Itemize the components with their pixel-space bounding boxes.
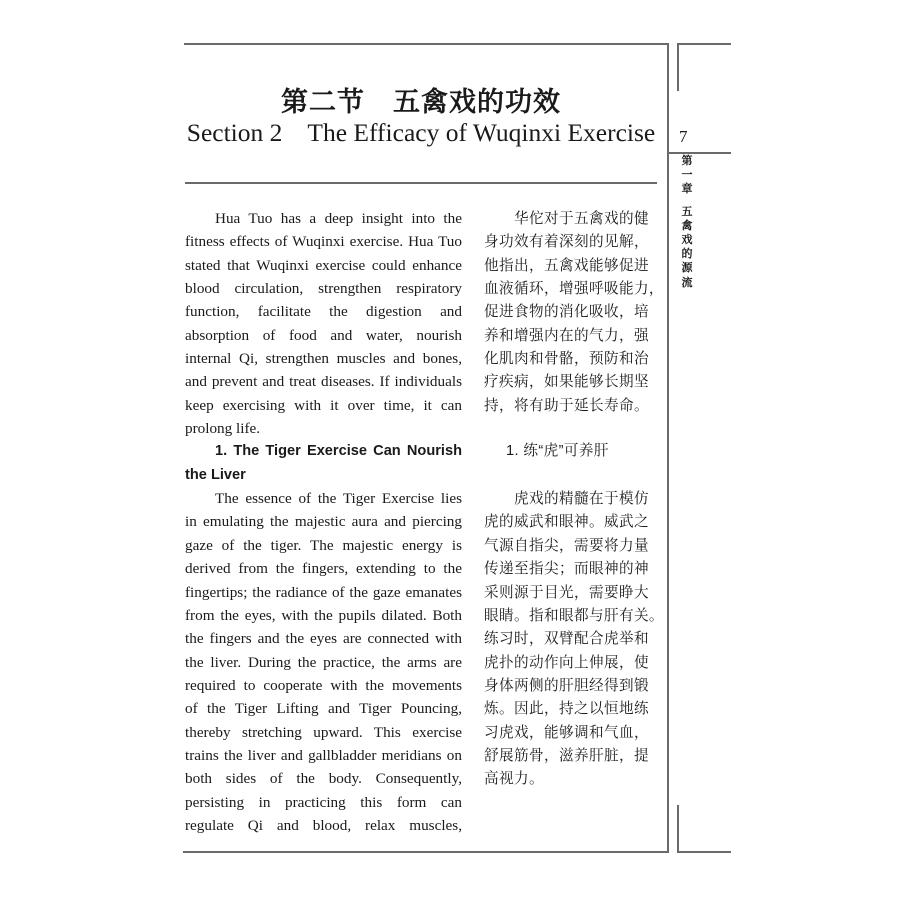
english-intro-line: absorption of food and water, nourish — [185, 326, 462, 344]
english-column — [185, 207, 462, 837]
chinese-subheading: 1. 练“虎”可养肝 — [506, 443, 609, 460]
english-body-line: both sides of the body. Consequently, — [185, 770, 462, 788]
chinese-intro-line: 化肌肉和骨骼，预防和治 — [484, 350, 649, 368]
margin-top-rule — [677, 43, 731, 45]
english-body-line: thereby stretching upward. This exercise — [185, 723, 462, 741]
english-intro-line: function, facilitate the digestion and — [185, 303, 462, 321]
chinese-body-line: 采则源于目光，需要睁大 — [484, 583, 649, 601]
chapter-title-char: 禽 — [681, 218, 693, 232]
english-body-line: gaze of the tiger. The majestic energy is — [185, 536, 462, 554]
chinese-intro-line: 疗疾病，如果能够长期坚 — [484, 373, 649, 391]
chinese-intro-line: 他指出，五禽戏能够促进 — [484, 256, 649, 274]
chapter-title-char: 的 — [681, 247, 693, 261]
chinese-intro-line: 身功效有着深刻的见解， — [484, 233, 649, 251]
chinese-body-line: 虎戏的精髓在于模仿 — [514, 490, 649, 508]
chinese-body-line: 传递至指尖；而眼神的神 — [484, 560, 649, 578]
english-body-line: the liver. During the practice, the arms are — [185, 653, 462, 671]
chapter-title-char: 五 — [681, 204, 693, 218]
english-body-line: persisting in practicing this form can — [185, 793, 462, 811]
english-body-line: the fingers and the eyes are connected with — [185, 630, 462, 648]
english-body-line: trains the liver and gallbladder meridians on — [185, 746, 462, 764]
english-body-line: of the Tiger Lifting and Tiger Pouncing, — [185, 700, 462, 718]
english-subheading: the Liver — [185, 466, 246, 483]
chinese-body-line: 气源自指尖，需要将力量 — [484, 536, 649, 554]
english-body-line: fingertips; the radiance of the gaze emanates — [185, 583, 462, 601]
english-intro-line: prolong life. — [185, 420, 261, 438]
english-intro-line: internal Qi, strengthen muscles and bones, — [185, 350, 462, 368]
chinese-body-line: 舒展筋骨，滋养肝脏，提 — [484, 746, 649, 764]
top-rule — [184, 43, 669, 45]
chinese-body-line: 炼。因此，持之以恒地练 — [484, 700, 649, 718]
chapter-side-label — [680, 154, 694, 290]
english-intro-line: stated that Wuqinxi exercise could enhance — [185, 256, 462, 274]
chapter-label-char: 第 — [681, 154, 693, 167]
chinese-body-line: 习虎戏，能够调和气血， — [484, 723, 649, 741]
section-title-chinese: 第二节 五禽戏的功效 — [281, 87, 561, 118]
chinese-intro-line: 促进食物的消化吸收，培 — [484, 303, 649, 321]
chapter-label-char: 章 — [681, 182, 693, 196]
chapter-title-char: 源 — [681, 261, 693, 275]
bottom-rule — [183, 851, 669, 853]
english-intro-line: fitness effects of Wuqinxi exercise. Hua Tuo — [185, 233, 462, 251]
margin-bottom-rule — [677, 851, 731, 853]
english-body-line: regulate Qi and blood, relax muscles, — [185, 816, 462, 834]
english-intro-line: Hua Tuo has a deep insight into the — [215, 210, 462, 227]
margin-top-tick — [677, 43, 679, 91]
english-body-line: derived from the fingers, extending to the — [185, 560, 462, 578]
margin-bottom-tick — [677, 805, 679, 853]
english-subheading: 1. The Tiger Exercise Can Nourish — [215, 443, 462, 460]
chapter-title-char: 戏 — [681, 233, 693, 247]
english-body-line: required to cooperate with the movements — [185, 676, 462, 694]
header-separator — [185, 182, 657, 184]
chinese-intro-line: 血液循环，增强呼吸能力， — [484, 280, 664, 298]
chinese-body-line: 高视力。 — [484, 770, 544, 788]
margin-page-rule — [668, 152, 731, 154]
english-body-line: from the eyes, with the pupils dilated. Both — [185, 606, 462, 624]
english-body-line: The essence of the Tiger Exercise lies — [215, 490, 462, 508]
page-number: 7 — [679, 127, 688, 146]
chinese-intro-line: 持，将有助于延长寿命。 — [484, 396, 649, 414]
english-body-line: in emulating the majestic aura and piercing — [185, 513, 462, 531]
chinese-intro-line: 华佗对于五禽戏的健 — [514, 210, 649, 227]
chapter-label-char: 一 — [681, 168, 693, 182]
chinese-body-line: 虎扑的动作向上伸展，使 — [484, 653, 649, 671]
main-right-rule — [667, 43, 669, 853]
chapter-title-char: 流 — [681, 275, 693, 289]
section-title-english: Section 2 The Efficacy of Wuqinxi Exercise — [186, 118, 656, 147]
english-intro-line: and prevent and treat diseases. If individuals — [185, 373, 462, 391]
english-intro-line: blood circulation, strengthen respiratory — [185, 280, 462, 298]
english-intro-line: keep exercising with it over time, it can — [185, 396, 462, 414]
chinese-body-line: 身体两侧的肝胆经得到锻 — [484, 676, 649, 694]
chinese-column — [484, 207, 664, 791]
chinese-body-line: 眼睛。指和眼都与肝有关。 — [484, 606, 664, 624]
chinese-intro-line: 养和增强内在的气力，强 — [484, 326, 649, 344]
chinese-body-line: 虎的威武和眼神。威武之 — [484, 513, 649, 531]
chinese-body-line: 练习时，双臂配合虎举和 — [484, 630, 649, 648]
